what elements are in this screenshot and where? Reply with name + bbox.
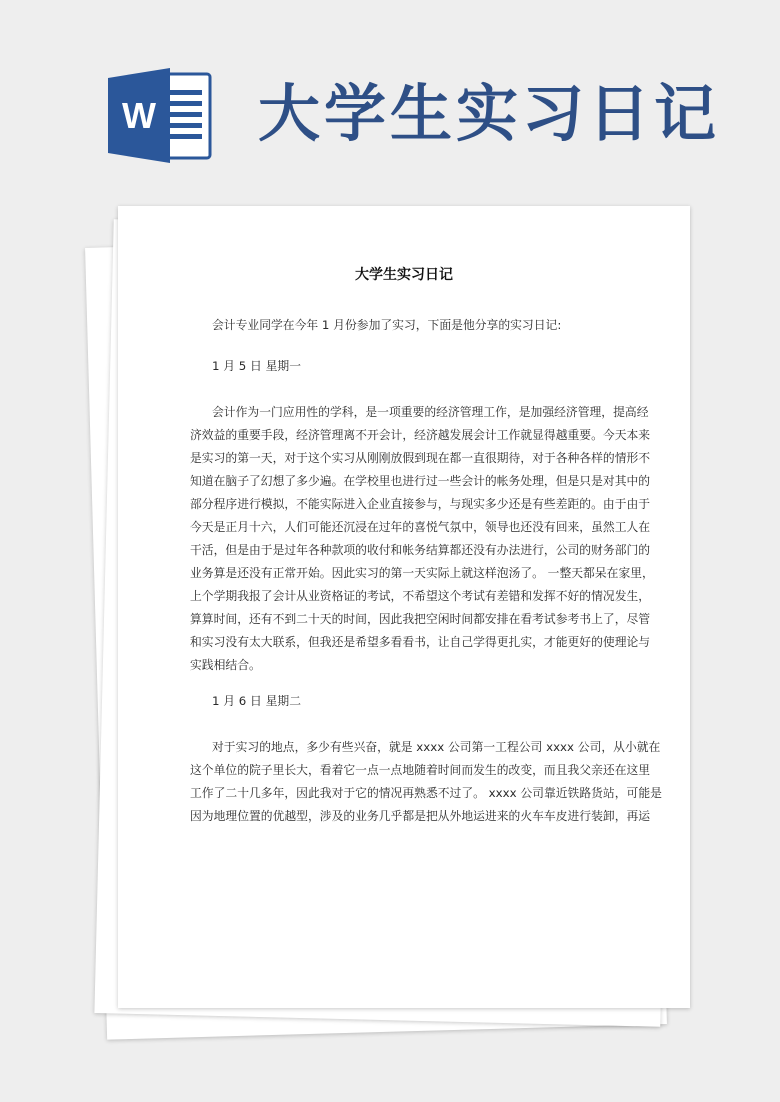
- paragraph-line: 今天是正月十六，人们可能还沉浸在过年的喜悦气氛中，领导也还没有回来，虽然工人在: [190, 520, 651, 534]
- paragraph-line: 知道在脑子了幻想了多少遍。在学校里也进行过一些会计的帐务处理，但是只是对其中的: [190, 474, 651, 488]
- paragraph-line: 业务算是还没有正常开始。因此实习的第一天实际上就这样泡汤了。 一整天都呆在家里，: [190, 566, 654, 580]
- paragraph-line: 对于实习的地点，多少有些兴奋，就是 xxxx 公司第一工程公司 xxxx 公司，从小就在: [212, 740, 661, 754]
- date-heading-jan5: 1 月 5 日 星期一: [212, 359, 301, 373]
- paragraph-line: 实践相结合。: [190, 658, 261, 672]
- paragraph-line: 算算时间，还有不到二十天的时间，因此我把空闲时间都安排在看考试参考书上了，尽管: [190, 612, 651, 626]
- paragraph-line: 工作了二十几多年，因此我对于它的情况再熟悉不过了。 xxxx 公司靠近铁路货站，可能是: [190, 786, 662, 800]
- paragraph-line: 部分程序进行模拟，不能实际进入企业直接参与，与现实多少还是有些差距的。由于由于: [190, 497, 651, 511]
- date-heading-jan6: 1 月 6 日 星期二: [212, 694, 301, 708]
- paragraph-line: 这个单位的院子里长大，看着它一点一点地随着时间而发生的改变，而且我父亲还在这里: [190, 763, 651, 777]
- word-document-icon: [108, 68, 212, 163]
- paragraph-line: 和实习没有太大联系，但我还是希望多看看书，让自己学得更扎实，才能更好的使理论与: [190, 635, 651, 649]
- intro-line: 会计专业同学在今年 1 月份参加了实习，下面是他分享的实习日记:: [212, 318, 562, 332]
- banner-title: 大学生实习日记: [258, 77, 721, 150]
- paragraph-line: 上个学期我报了会计从业资格证的考试，不希望这个考试有差错和发挥不好的情况发生，: [190, 589, 651, 603]
- paragraph-line: 因为地理位置的优越型，涉及的业务几乎都是把从外地运进来的火车车皮进行装卸，再运: [190, 809, 651, 823]
- document-page: [118, 206, 690, 1008]
- paragraph-line: 是实习的第一天，对于这个实习从刚刚放假到现在都一直很期待，对于各种各样的情形不: [190, 451, 651, 465]
- svg-text:W: W: [122, 95, 156, 136]
- paragraph-line: 干活，但是由于是过年各种款项的收付和帐务结算都还没有办法进行，公司的财务部门的: [190, 543, 651, 557]
- paragraph-line: 会计作为一门应用性的学科，是一项重要的经济管理工作，是加强经济管理，提高经: [212, 405, 649, 419]
- paragraph-line: 济效益的重要手段，经济管理离不开会计，经济越发展会计工作就显得越重要。今天本来: [190, 428, 651, 442]
- document-title: 大学生实习日记: [355, 267, 453, 283]
